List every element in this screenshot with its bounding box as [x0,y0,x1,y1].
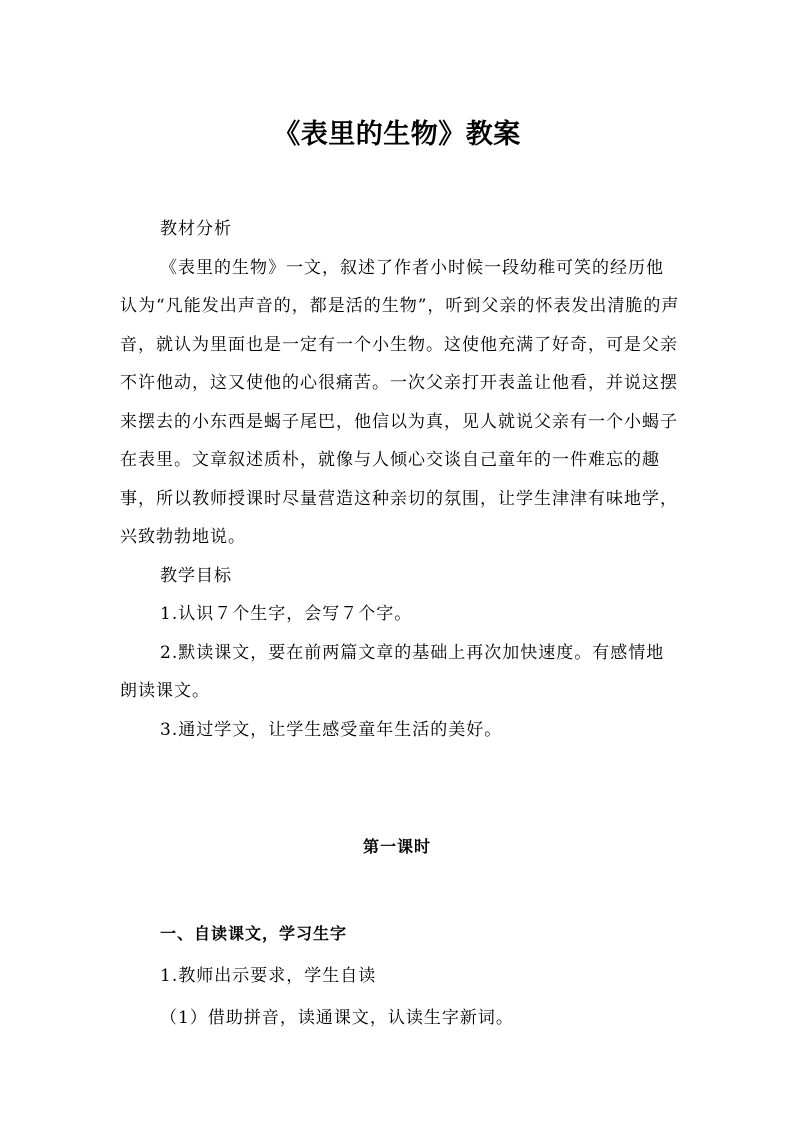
part1-section [160,913,680,1039]
goal-item-3: 3.通过学文，让学生感受童年生活的美好。 [160,719,503,740]
goal-item-1: 1.认识７个生字，会写７个字。 [160,604,413,624]
goal-item-2: 2.默读课文，要在前两篇文章的基础上再次加快速度。有感情地朗读课文。 [120,642,665,701]
lesson-title: 第一课时 [362,837,431,856]
part1-heading: 一、自读课文，学习生字 [160,924,348,943]
document-title: 《表里的生物》教案 [273,119,521,150]
part1-item-1: 1.教师出示要求，学生自读 [160,966,377,986]
section-heading-analysis: 教材分析 [160,219,232,239]
analysis-paragraph: 《表里的生物》一文，叙述了作者小时候一段幼稚可笑的经历他认为“凡能发出声音的，都是活的生物”，听到父亲的怀表发出清脆的声音，就认为里面也是一定有一个小生物。这使他充满了好奇，可是父亲不许他动，这又使他的心很痛苦。一次父亲打开表盖让他看，并说这摆来摆去的小东西是蝎子尾巴，他信以为真，见人就说父亲有一个小蝎子在表里。文章叙述质朴，就像与人倾心交谈自己童年的一件难忘的趣事，所以教师授课时尽量营造这种亲切的氛围，让学生津津有味地学，兴致勃勃地说。 [120,257,680,547]
document-body [120,210,680,749]
section-heading-goals: 教学目标 [160,565,232,586]
part1-item-2: （1）借助拼音，读通课文，认读生字新词。 [160,1008,514,1028]
